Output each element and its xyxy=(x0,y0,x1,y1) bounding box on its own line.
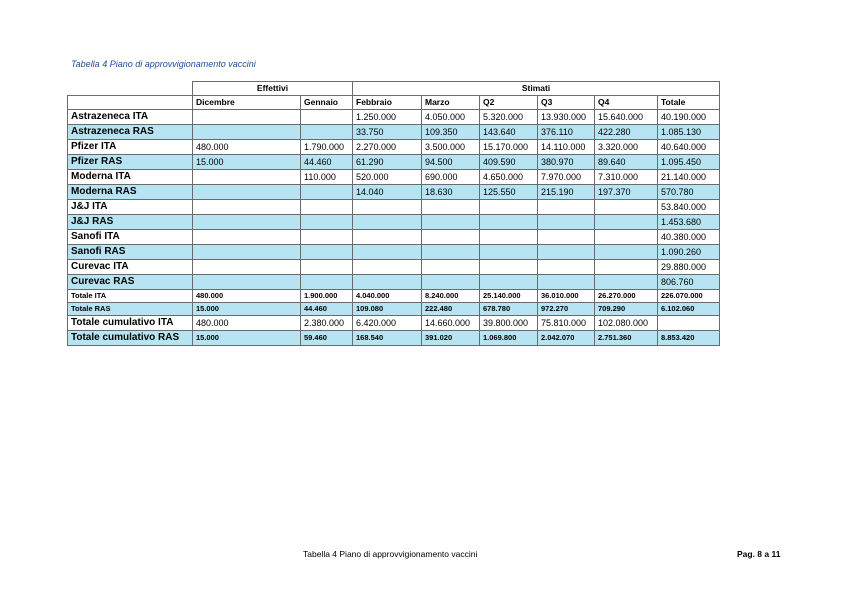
table-cell: 3.320.000 xyxy=(595,140,658,155)
table-cell: 59.460 xyxy=(301,331,353,346)
table-cell xyxy=(301,125,353,140)
table-cell xyxy=(538,215,595,230)
table-cell: 15.000 xyxy=(193,331,301,346)
table-cell xyxy=(538,245,595,260)
table-cell xyxy=(353,230,422,245)
table-cell xyxy=(538,275,595,290)
table-cell: 2.751.360 xyxy=(595,331,658,346)
table-cell: 520.000 xyxy=(353,170,422,185)
row-label: Astrazeneca RAS xyxy=(68,125,193,140)
table-cell: 40.190.000 xyxy=(658,110,720,125)
table-row xyxy=(68,125,720,140)
table-cell xyxy=(658,316,720,331)
table-cell: 125.550 xyxy=(480,185,538,200)
table-cell: 75.810.000 xyxy=(538,316,595,331)
row-label: Moderna RAS xyxy=(68,185,193,200)
table-cell: 18.630 xyxy=(422,185,480,200)
table-row xyxy=(68,290,720,303)
table-cell: 3.500.000 xyxy=(422,140,480,155)
table-row xyxy=(68,316,720,331)
table-cell xyxy=(353,275,422,290)
table-cell: 1.250.000 xyxy=(353,110,422,125)
table-cell: 1.095.450 xyxy=(658,155,720,170)
table-cell: 14.040 xyxy=(353,185,422,200)
group-header-row xyxy=(68,82,720,96)
column-header-row xyxy=(68,96,720,110)
table-cell: 15.170.000 xyxy=(480,140,538,155)
table-cell xyxy=(193,185,301,200)
table-cell xyxy=(422,275,480,290)
table-cell: 13.930.000 xyxy=(538,110,595,125)
row-label: Totale ITA xyxy=(68,290,193,303)
table-cell: 15.000 xyxy=(193,303,301,316)
table-cell: 36.010.000 xyxy=(538,290,595,303)
table-row xyxy=(68,260,720,275)
table-cell: 89.640 xyxy=(595,155,658,170)
table-cell: 110.000 xyxy=(301,170,353,185)
table-cell: 53.840.000 xyxy=(658,200,720,215)
table-row xyxy=(68,140,720,155)
table-cell: 197.370 xyxy=(595,185,658,200)
table-cell xyxy=(193,275,301,290)
table-cell: 102.080.000 xyxy=(595,316,658,331)
table-cell xyxy=(538,230,595,245)
table-cell: 15.000 xyxy=(193,155,301,170)
table-cell xyxy=(301,260,353,275)
table-cell xyxy=(301,275,353,290)
row-label: Sanofi RAS xyxy=(68,245,193,260)
table-cell: 215.190 xyxy=(538,185,595,200)
column-header: Marzo xyxy=(422,96,480,110)
table-cell xyxy=(193,230,301,245)
table-caption: Tabella 4 Piano di approvvigionamento vaccini xyxy=(71,59,256,69)
table-cell: 480.000 xyxy=(193,290,301,303)
table-row xyxy=(68,155,720,170)
table-cell: 1.069.800 xyxy=(480,331,538,346)
group-header-effettivi: Effettivi xyxy=(193,82,353,96)
table-cell xyxy=(353,245,422,260)
row-label: Curevac RAS xyxy=(68,275,193,290)
table-cell xyxy=(595,245,658,260)
table-cell: 1.453.680 xyxy=(658,215,720,230)
table-cell xyxy=(353,260,422,275)
table-row xyxy=(68,230,720,245)
table-cell xyxy=(480,200,538,215)
table-cell: 143.640 xyxy=(480,125,538,140)
column-header-blank xyxy=(68,96,193,110)
table-cell: 2.042.070 xyxy=(538,331,595,346)
table-cell: 1.900.000 xyxy=(301,290,353,303)
row-label: J&J RAS xyxy=(68,215,193,230)
table-cell xyxy=(193,200,301,215)
table-cell: 8.853.420 xyxy=(658,331,720,346)
table-cell: 94.500 xyxy=(422,155,480,170)
table-cell: 25.140.000 xyxy=(480,290,538,303)
table-cell: 690.000 xyxy=(422,170,480,185)
table-cell: 380.970 xyxy=(538,155,595,170)
table-cell xyxy=(480,275,538,290)
table-cell: 40.640.000 xyxy=(658,140,720,155)
table-cell xyxy=(595,200,658,215)
table-cell: 109.080 xyxy=(353,303,422,316)
row-label: Pfizer RAS xyxy=(68,155,193,170)
table-cell xyxy=(301,230,353,245)
table-row xyxy=(68,110,720,125)
table-cell: 391.020 xyxy=(422,331,480,346)
table-cell xyxy=(193,245,301,260)
table-cell: 61.290 xyxy=(353,155,422,170)
table-cell xyxy=(595,275,658,290)
footer-title: Tabella 4 Piano di approvvigionamento vaccini xyxy=(303,549,478,559)
table-cell: 806.760 xyxy=(658,275,720,290)
table-cell: 226.070.000 xyxy=(658,290,720,303)
table-cell xyxy=(422,260,480,275)
table-cell: 570.780 xyxy=(658,185,720,200)
table-cell xyxy=(422,200,480,215)
table-cell xyxy=(538,260,595,275)
table-cell: 5.320.000 xyxy=(480,110,538,125)
table-row xyxy=(68,185,720,200)
table-cell xyxy=(595,230,658,245)
table-cell: 7.970.000 xyxy=(538,170,595,185)
column-header: Q4 xyxy=(595,96,658,110)
table-cell: 21.140.000 xyxy=(658,170,720,185)
column-header: Gennaio xyxy=(301,96,353,110)
table-cell xyxy=(301,215,353,230)
column-header: Q3 xyxy=(538,96,595,110)
table-cell xyxy=(595,215,658,230)
table-cell: 222.480 xyxy=(422,303,480,316)
row-label: Totale cumulativo RAS xyxy=(68,331,193,346)
table-cell: 709.290 xyxy=(595,303,658,316)
table-cell: 4.650.000 xyxy=(480,170,538,185)
table-cell xyxy=(422,245,480,260)
table-cell: 376.110 xyxy=(538,125,595,140)
table-cell xyxy=(301,245,353,260)
corner-cell xyxy=(68,82,193,96)
table-cell: 1.090.260 xyxy=(658,245,720,260)
table-cell: 7.310.000 xyxy=(595,170,658,185)
vaccine-supply-table xyxy=(67,81,720,346)
footer-page-number: Pag. 8 a 11 xyxy=(737,549,781,559)
table-cell: 972.270 xyxy=(538,303,595,316)
table-cell: 44.460 xyxy=(301,155,353,170)
table-cell xyxy=(301,110,353,125)
column-header: Totale xyxy=(658,96,720,110)
table-cell: 15.640.000 xyxy=(595,110,658,125)
row-label: Sanofi ITA xyxy=(68,230,193,245)
row-label: J&J ITA xyxy=(68,200,193,215)
table-cell: 409.590 xyxy=(480,155,538,170)
row-label: Pfizer ITA xyxy=(68,140,193,155)
row-label: Astrazeneca ITA xyxy=(68,110,193,125)
row-label: Curevac ITA xyxy=(68,260,193,275)
row-label: Moderna ITA xyxy=(68,170,193,185)
table-cell: 168.540 xyxy=(353,331,422,346)
table-cell: 480.000 xyxy=(193,140,301,155)
table-cell xyxy=(480,215,538,230)
table-cell xyxy=(480,260,538,275)
table-cell: 422.280 xyxy=(595,125,658,140)
table-cell: 39.800.000 xyxy=(480,316,538,331)
table-cell xyxy=(422,230,480,245)
row-label: Totale RAS xyxy=(68,303,193,316)
table-cell xyxy=(301,200,353,215)
table-row xyxy=(68,275,720,290)
table-cell xyxy=(193,110,301,125)
table-cell: 480.000 xyxy=(193,316,301,331)
table-cell xyxy=(353,215,422,230)
table-row xyxy=(68,331,720,346)
group-header-stimati: Stimati xyxy=(353,82,720,96)
table-cell xyxy=(193,215,301,230)
table-cell: 44.460 xyxy=(301,303,353,316)
table-cell xyxy=(301,185,353,200)
table-cell xyxy=(538,200,595,215)
table-cell: 1.085.130 xyxy=(658,125,720,140)
table-cell: 2.380.000 xyxy=(301,316,353,331)
table-cell: 33.750 xyxy=(353,125,422,140)
table-cell: 4.040.000 xyxy=(353,290,422,303)
table-cell xyxy=(353,200,422,215)
table-cell xyxy=(595,260,658,275)
table-cell: 109.350 xyxy=(422,125,480,140)
table-cell: 8.240.000 xyxy=(422,290,480,303)
column-header: Dicembre xyxy=(193,96,301,110)
table-cell xyxy=(480,230,538,245)
table-cell xyxy=(193,125,301,140)
table-row xyxy=(68,215,720,230)
table-cell xyxy=(193,260,301,275)
table-cell: 29.880.000 xyxy=(658,260,720,275)
table-cell: 1.790.000 xyxy=(301,140,353,155)
table-cell: 40.380.000 xyxy=(658,230,720,245)
table-cell: 26.270.000 xyxy=(595,290,658,303)
column-header: Q2 xyxy=(480,96,538,110)
table-row xyxy=(68,303,720,316)
table-cell xyxy=(193,170,301,185)
table-row xyxy=(68,170,720,185)
table-row xyxy=(68,245,720,260)
table-cell: 678.780 xyxy=(480,303,538,316)
column-header: Febbraio xyxy=(353,96,422,110)
table-cell: 6.420.000 xyxy=(353,316,422,331)
table-cell: 2.270.000 xyxy=(353,140,422,155)
table-cell xyxy=(422,215,480,230)
table-cell xyxy=(480,245,538,260)
table-cell: 6.102.060 xyxy=(658,303,720,316)
table-cell: 4.050.000 xyxy=(422,110,480,125)
table-cell: 14.110.000 xyxy=(538,140,595,155)
row-label: Totale cumulativo ITA xyxy=(68,316,193,331)
table-cell: 14.660.000 xyxy=(422,316,480,331)
table-row xyxy=(68,200,720,215)
